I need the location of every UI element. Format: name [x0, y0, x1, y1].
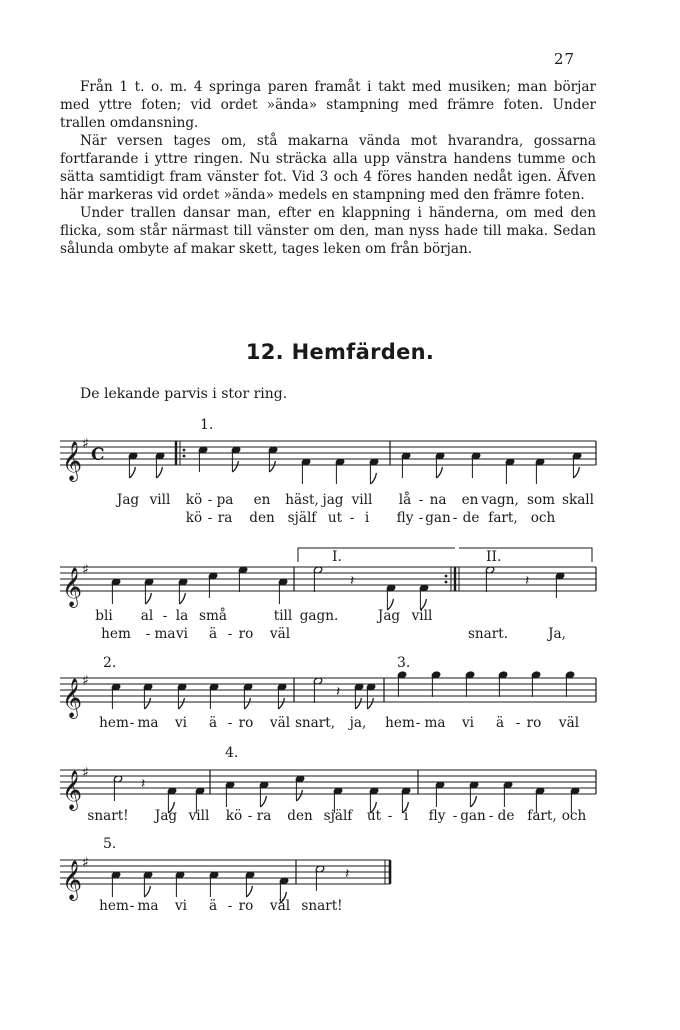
lyric-syllable: -	[227, 715, 233, 731]
lyric-syllable: de	[497, 808, 515, 824]
lyric-syllable: ä	[208, 626, 218, 642]
volta-bracket-second	[459, 548, 592, 562]
paragraph: Från 1 t. o. m. 4 springa paren framåt i takt med musiken; man börjar med yttre foten; vid ordet »ända» stampning med främre foten. Under trallen omdansning.	[60, 79, 596, 131]
staff-3	[60, 671, 596, 719]
lyric-syllable: en	[253, 492, 271, 508]
repeat-dot	[183, 455, 186, 458]
lyric-syllable: ro	[238, 715, 254, 731]
key-signature-sharp: ♯	[82, 673, 89, 689]
eighth-flag	[278, 698, 284, 709]
lyric-syllable: -	[452, 808, 458, 824]
staff-5	[60, 855, 390, 903]
lyric-syllable: vi	[174, 715, 188, 731]
song-instruction: De lekande parvis i stor ring.	[80, 386, 288, 402]
lyric-syllable: bli	[95, 608, 113, 624]
eighth-flag	[355, 698, 361, 709]
lyric-syllable: ro	[238, 626, 254, 642]
lyric-syllable: vagn,	[481, 492, 519, 508]
volta-bracket-first	[298, 548, 455, 562]
eighth-flag	[370, 473, 376, 484]
lyric-syllable: vill	[188, 808, 210, 824]
eighth-flag	[145, 593, 151, 604]
lyric-syllable: ma	[154, 626, 176, 642]
lyric-syllable: al	[140, 608, 154, 624]
lyric-syllable: -	[227, 626, 233, 642]
lyric-syllable: väl	[269, 626, 291, 642]
eighth-flag	[260, 796, 266, 807]
paragraph: När versen tages om, stå makarna vända mot hvarandra, gossarna fortfarande i yttre ringen. Nu sträcka alla upp vänstra handens tumme och sätta samtidigt fram vänster fot. Vid 3 och 4 föres handen nedåt igen. Äfven här markeras vid ordet »ända» medels en stampning med den främre foten.	[60, 133, 596, 203]
lyric-syllable: vi	[461, 715, 475, 731]
lyric-syllable: -	[418, 510, 424, 526]
lyric-syllable: snart!	[301, 898, 343, 914]
lyric-syllable: skall	[561, 492, 595, 508]
staff-2	[60, 562, 596, 610]
lyric-syllable: hem	[99, 898, 129, 914]
lyric-syllable: de	[462, 510, 480, 526]
lyric-syllable: till	[273, 608, 293, 624]
lyric-syllable: -	[207, 510, 213, 526]
lyric-syllable: kö	[225, 808, 243, 824]
treble-clef: 𝄞	[62, 770, 83, 810]
lyric-syllable: -	[349, 510, 355, 526]
lyric-syllable: ma	[424, 715, 446, 731]
lyric-syllable: -	[207, 492, 213, 508]
section-label: 2.	[103, 655, 117, 671]
lyric-syllable: ut	[366, 808, 382, 824]
section-label: 1.	[200, 417, 214, 433]
common-time-symbol: C	[91, 445, 105, 465]
lyric-syllable: snart,	[294, 715, 336, 731]
lyric-syllable: fart,	[488, 510, 518, 526]
lyric-syllable: snart.	[467, 626, 509, 642]
eighth-flag	[232, 461, 238, 472]
lyric-syllable: vi	[175, 626, 189, 642]
lyric-syllable: snart!	[87, 808, 129, 824]
lyric-syllable: pa	[216, 492, 234, 508]
quarter-rest: 𝄽	[345, 866, 350, 882]
quarter-rest: 𝄽	[336, 684, 341, 700]
lyric-syllable: -	[515, 715, 521, 731]
lyric-syllable: den	[249, 510, 275, 526]
lyric-syllable: -	[247, 808, 253, 824]
eighth-flag	[573, 467, 579, 478]
lyric-syllable: vill	[149, 492, 171, 508]
lyric-syllable: ma	[137, 898, 159, 914]
eighth-flag	[296, 790, 302, 801]
lyric-syllable: -	[129, 715, 135, 731]
quarter-rest: 𝄽	[350, 573, 355, 589]
lyric-syllable: ä	[208, 898, 218, 914]
section-label: 5.	[103, 836, 117, 852]
treble-clef: 𝄞	[62, 860, 83, 900]
lyric-syllable: fly	[396, 510, 414, 526]
lyric-syllable: kö	[185, 492, 203, 508]
section-label: I.	[332, 549, 342, 565]
paragraph: Under trallen dansar man, efter en klappning i händerna, om med den flicka, som står närmast till vänster om den, man nyss hade till maka. Sedan sålunda ombyte af makar skett, tages leken om från början.	[60, 205, 596, 257]
lyric-syllable: -	[162, 608, 168, 624]
key-signature-sharp: ♯	[82, 436, 89, 452]
lyric-syllable: Ja,	[548, 626, 566, 642]
lyric-syllable: -	[227, 898, 233, 914]
lyric-syllable: Jag	[116, 492, 140, 508]
lyric-syllable: -	[415, 715, 421, 731]
lyric-syllable: -	[129, 898, 135, 914]
treble-clef: 𝄞	[62, 678, 83, 718]
section-label: 3.	[397, 655, 411, 671]
page-number: 27	[554, 50, 576, 68]
staff-4	[60, 765, 596, 813]
lyric-syllable: ra	[217, 510, 233, 526]
lyric-syllable: vill	[351, 492, 373, 508]
lyric-syllable: i	[364, 510, 370, 526]
key-signature-sharp: ♯	[82, 765, 89, 781]
eighth-flag	[144, 886, 150, 897]
eighth-flag	[178, 698, 184, 709]
eighth-flag	[156, 467, 162, 478]
lyric-syllable: jag	[322, 492, 344, 508]
eighth-flag	[244, 698, 250, 709]
lyric-syllable: den	[287, 808, 313, 824]
lyric-syllable: fart,	[527, 808, 557, 824]
lyric-syllable: i	[403, 808, 409, 824]
eighth-flag	[179, 593, 185, 604]
lyric-syllable: hem	[101, 626, 131, 642]
eighth-flag	[436, 467, 442, 478]
eighth-flag	[129, 467, 135, 478]
lyric-syllable: väl	[269, 898, 291, 914]
lyric-syllable: -	[488, 808, 494, 824]
eighth-flag	[470, 796, 476, 807]
volta-brackets	[298, 548, 592, 562]
lyric-syllable: ra	[256, 808, 272, 824]
lyric-syllable: fly	[428, 808, 446, 824]
lyric-syllable: själf	[323, 808, 353, 824]
section-label: II.	[486, 549, 502, 565]
lyric-syllable: ro	[526, 715, 542, 731]
quarter-rest: 𝄽	[141, 776, 146, 792]
lyric-syllable: små	[199, 608, 227, 624]
lyric-syllable: lå	[398, 492, 412, 508]
eighth-flag	[246, 886, 252, 897]
repeat-dot	[445, 575, 448, 578]
lyric-syllable: ja,	[349, 715, 367, 731]
eighth-flag	[269, 461, 275, 472]
repeat-dot	[445, 581, 448, 584]
key-signature-sharp: ♯	[82, 562, 89, 578]
lyric-syllable: vi	[174, 898, 188, 914]
song-title: 12. Hemfärden.	[245, 340, 435, 364]
lyric-syllable: väl	[558, 715, 580, 731]
lyric-syllable: -	[418, 492, 424, 508]
lyric-syllable: ro	[238, 898, 254, 914]
eighth-flag	[144, 698, 150, 709]
section-label: 4.	[225, 745, 239, 761]
lyric-syllable: -	[145, 626, 151, 642]
lyric-syllable: vill	[411, 608, 433, 624]
repeat-dot	[183, 449, 186, 452]
lyric-syllable: en	[461, 492, 479, 508]
lyric-syllable: och	[530, 510, 556, 526]
lyric-syllable: -	[452, 510, 458, 526]
lyric-syllable: Jag	[377, 608, 401, 624]
quarter-rest: 𝄽	[525, 573, 530, 589]
treble-clef: 𝄞	[62, 441, 83, 481]
lyric-syllable: Jag	[154, 808, 178, 824]
lyric-syllable: häst,	[285, 492, 319, 508]
lyric-syllable: själf	[287, 510, 317, 526]
lyric-syllable: gagn.	[299, 608, 339, 624]
staff-1	[60, 436, 596, 484]
eighth-flag	[367, 698, 373, 709]
treble-clef: 𝄞	[62, 567, 83, 607]
lyric-syllable: ma	[137, 715, 159, 731]
lyric-syllable: gan	[460, 808, 486, 824]
lyric-syllable: hem	[99, 715, 129, 731]
lyric-syllable: väl	[269, 715, 291, 731]
lyric-syllable: och	[561, 808, 587, 824]
lyric-syllable: gan	[425, 510, 451, 526]
lyric-syllable: ut	[327, 510, 343, 526]
lyric-syllable: kö	[185, 510, 203, 526]
lyric-syllable: som	[526, 492, 556, 508]
lyric-syllable: ä	[208, 715, 218, 731]
lyric-syllable: na	[429, 492, 447, 508]
lyric-syllable: -	[387, 808, 393, 824]
lyric-syllable: ä	[495, 715, 505, 731]
lyric-syllable: hem	[385, 715, 415, 731]
key-signature-sharp: ♯	[82, 855, 89, 871]
lyric-syllable: la	[175, 608, 189, 624]
